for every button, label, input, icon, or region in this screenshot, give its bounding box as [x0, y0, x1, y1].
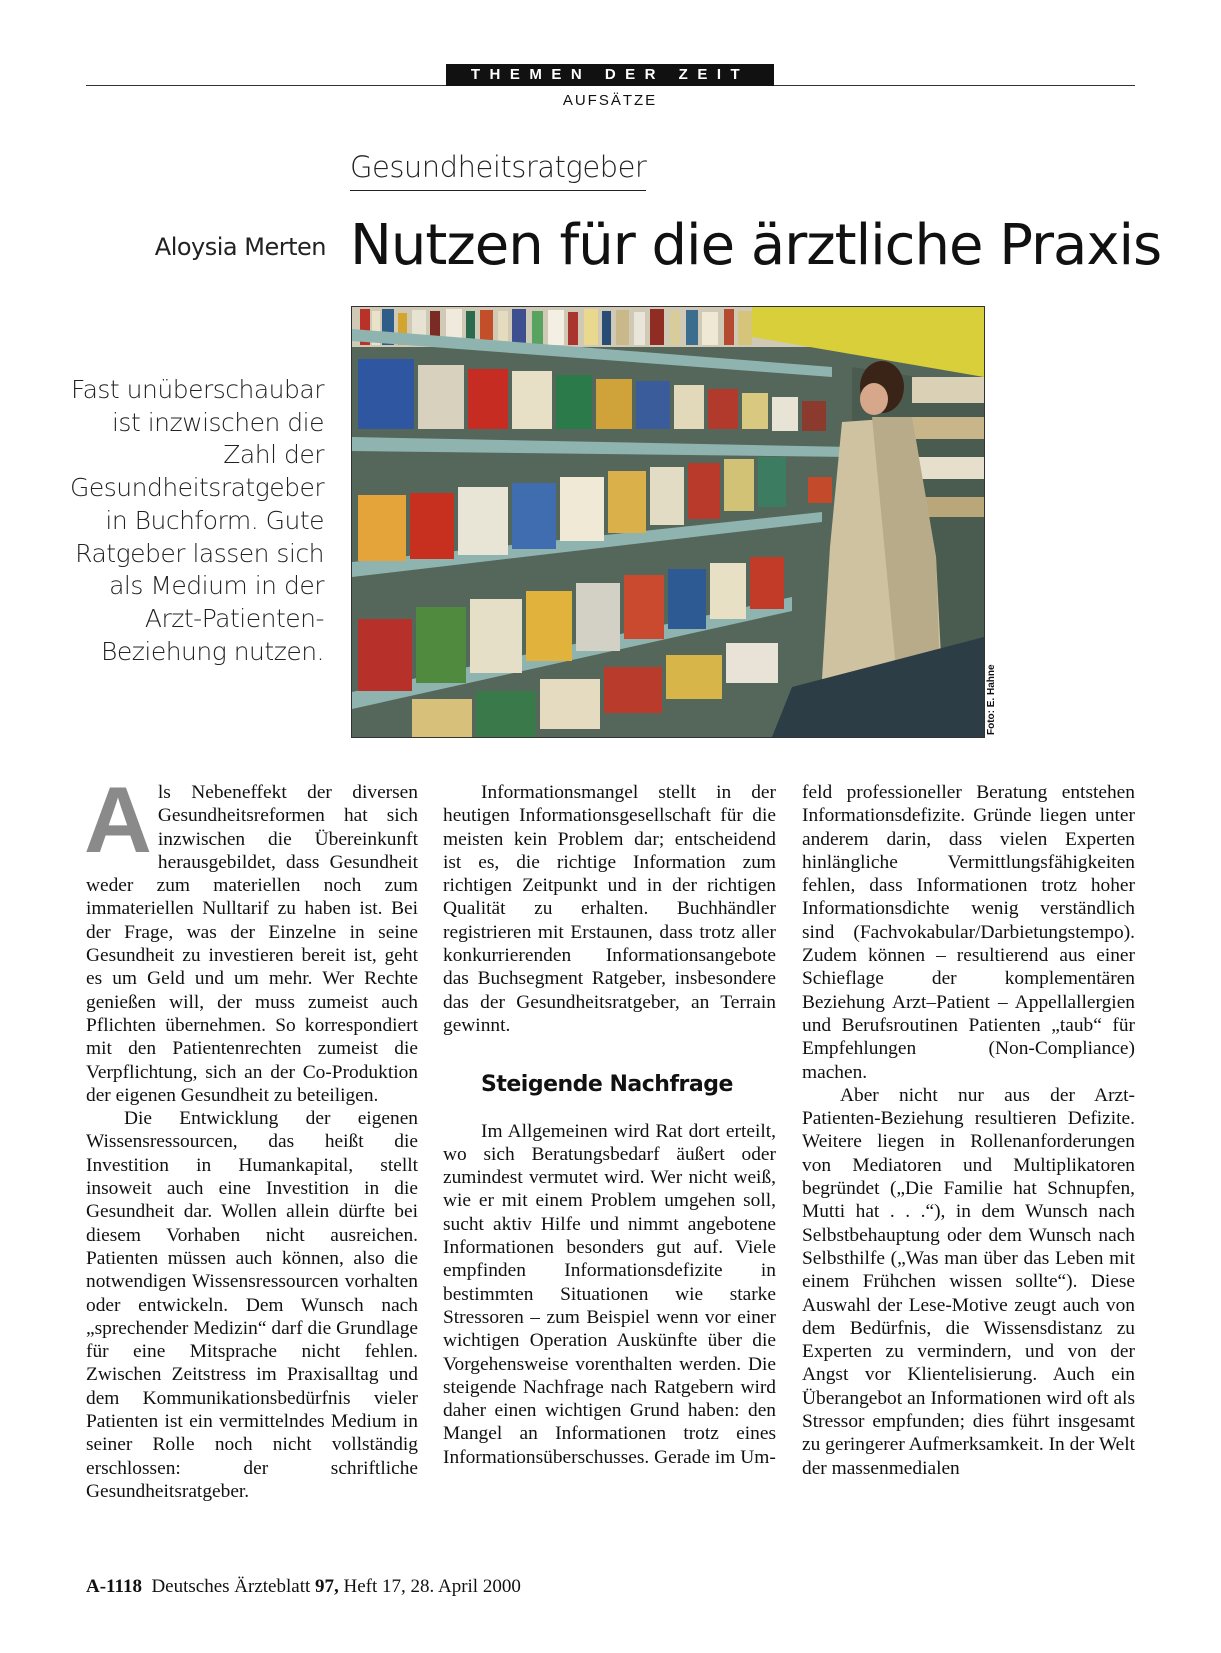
- journal-volume: 97,: [315, 1576, 339, 1597]
- journal-name: Deutsches Ärzteblatt: [151, 1576, 311, 1597]
- article-lead: Fast unüberschaubar ist inzwischen die Zahl der Gesundheitsratgeber in Buchform. Gute Ratgeber lassen sich als Medium in der Arzt-Patienten-Beziehung nutzen.: [70, 375, 325, 666]
- drop-cap: A: [84, 767, 152, 872]
- article-author: Aloysia Merten: [154, 233, 326, 261]
- page-footer: [86, 1576, 521, 1598]
- paragraph: Informationsmangel stellt in der heutigen Informationsgesellschaft für die meisten kein Problem dar; entscheidend ist es, die richtige Information zum richtigen Zeitpunkt und in der richtigen Qualität zu erhalten. Buchhändler registrieren mit Erstaunen, dass trotz aller konkurrierenden Informationsangebote das Buchsegment Ratgeber, insbesondere das der Gesundheitsratgeber, an Terrain gewinnt.: [443, 782, 776, 1036]
- article-title: Nutzen für die ärztliche Praxis: [350, 213, 1162, 278]
- article-kicker: Gesundheitsratgeber: [350, 150, 646, 191]
- photo-credit: Foto: E. Hahne: [986, 664, 997, 735]
- subsection-label: AUFSÄTZE: [562, 92, 658, 109]
- section-label: THEMEN DER ZEIT: [446, 64, 774, 86]
- paragraph: Aber nicht nur aus der Arzt-Patienten-Beziehung resultieren Defizite. Weitere liegen in Rollenanforderungen von Mediatoren und Multiplikatoren begründet („Die Familie hat Schnupfen, Mutti hat . . .“), in dem Wunsch nach Selbstbehauptung oder dem Wunsch nach Selbsthilfe („Was man über das Leben mit einem Frühchen wissen sollte“). Diese Auswahl der Lese-Motive zeugt auch von dem Bedürfnis, die Wissensdistanz zu Experten zu vermindern, und von der Angst vor Klientelisierung. Auch ein Überangebot an Informationen wird oft als Stressor empfunden; dies führt insgesamt zu geringerer Aufmerksamkeit. In der Welt der massenmedialen: [802, 1084, 1135, 1479]
- journal-issue: Heft 17, 28. April 2000: [343, 1576, 521, 1597]
- bookshelf-illustration: [352, 307, 984, 737]
- body-column-1: [84, 767, 418, 1503]
- paragraph: Im Allgemeinen wird Rat dort erteilt, wo sich Beratungsbedarf äußert oder zumindest vermutet wird. Wer nicht weiß, wie er mit einem Problem umgehen soll, sucht aktiv Hilfe und nimmt angebotene Informationen besonders gut auf. Viele empfinden Informationsdefizite in bestimmten Situationen wie starke Stressoren – zum Beispiel wenn vor einer wichtigen Operation Auskünfte über die Vorgehensweise vorenthalten werden. Die steigende Nachfrage nach Ratgebern wird daher einen wichtigen Grund haben: den Mangel an Informationen trotz eines Informationsüberschusses. Gerade im Um-: [443, 1120, 776, 1468]
- section-subheading: Steigende Nachfrage: [481, 1072, 733, 1098]
- bookstore-photo: [351, 306, 985, 738]
- paragraph: feld professioneller Beratung entstehen Informationsdefizite. Gründe liegen unter anderem darin, dass vielen Experten hinlängliche Vermittlungsfähigkeiten fehlen, dass Informationen trotz hoher Informationsdichte wenig verständlich sind (Fachvokabular/Darbietungstempo). Zudem können – resultierend aus einer Schieflage der komplementären Beziehung Arzt–Patient – Appellallergien und Berufsroutinen Patienten „taub“ für Empfehlungen (Non-Compliance) machen.: [802, 782, 1135, 1083]
- body-column-3: [802, 781, 1135, 1480]
- body-column-2: [443, 781, 776, 1469]
- paragraph-text: ls Nebeneffekt der diversen Gesundheitsreformen hat sich inzwischen die Übereinkunft herausgebildet, dass Gesundheit weder zum materiellen noch zum immateriellen Nulltarif zu haben ist. Bei der Frage, was der Einzelne in seine Gesundheit zu investieren bereit ist, geht es um Geld und um mehr. Wer Rechte genießen will, der muss zumeist auch Pflichten übernehmen. So korrespondiert mit den Patientenrechten zumeist die Verpflichtung, sich an der Co-Produktion der eigenen Gesundheit zu beteiligen.: [86, 782, 418, 1106]
- paragraph: Die Entwicklung der eigenen Wissensressourcen, das heißt die Investition in Humankapital, stellt insoweit auch eine Investition in die Gesundheit dar. Wollen allein dürfte bei diesem Vorhaben nicht ausreichen. Patienten müssen auch können, also die notwendigen Wissensressourcen vorhalten oder entwickeln. Dem Wunsch nach „sprechender Medizin“ darf die Grundlage für eine Mitsprache nicht fehlen. Zwischen Zeitstress im Praxisalltag und dem Kommunikationsbedürfnis vieler Patienten ist ein vermittelndes Medium in seiner Rolle noch nicht vollständig erschlossen: der schriftliche Gesundheitsratgeber.: [86, 1108, 418, 1502]
- page-number: A-1118: [86, 1576, 142, 1597]
- paragraph: [84, 767, 418, 1107]
